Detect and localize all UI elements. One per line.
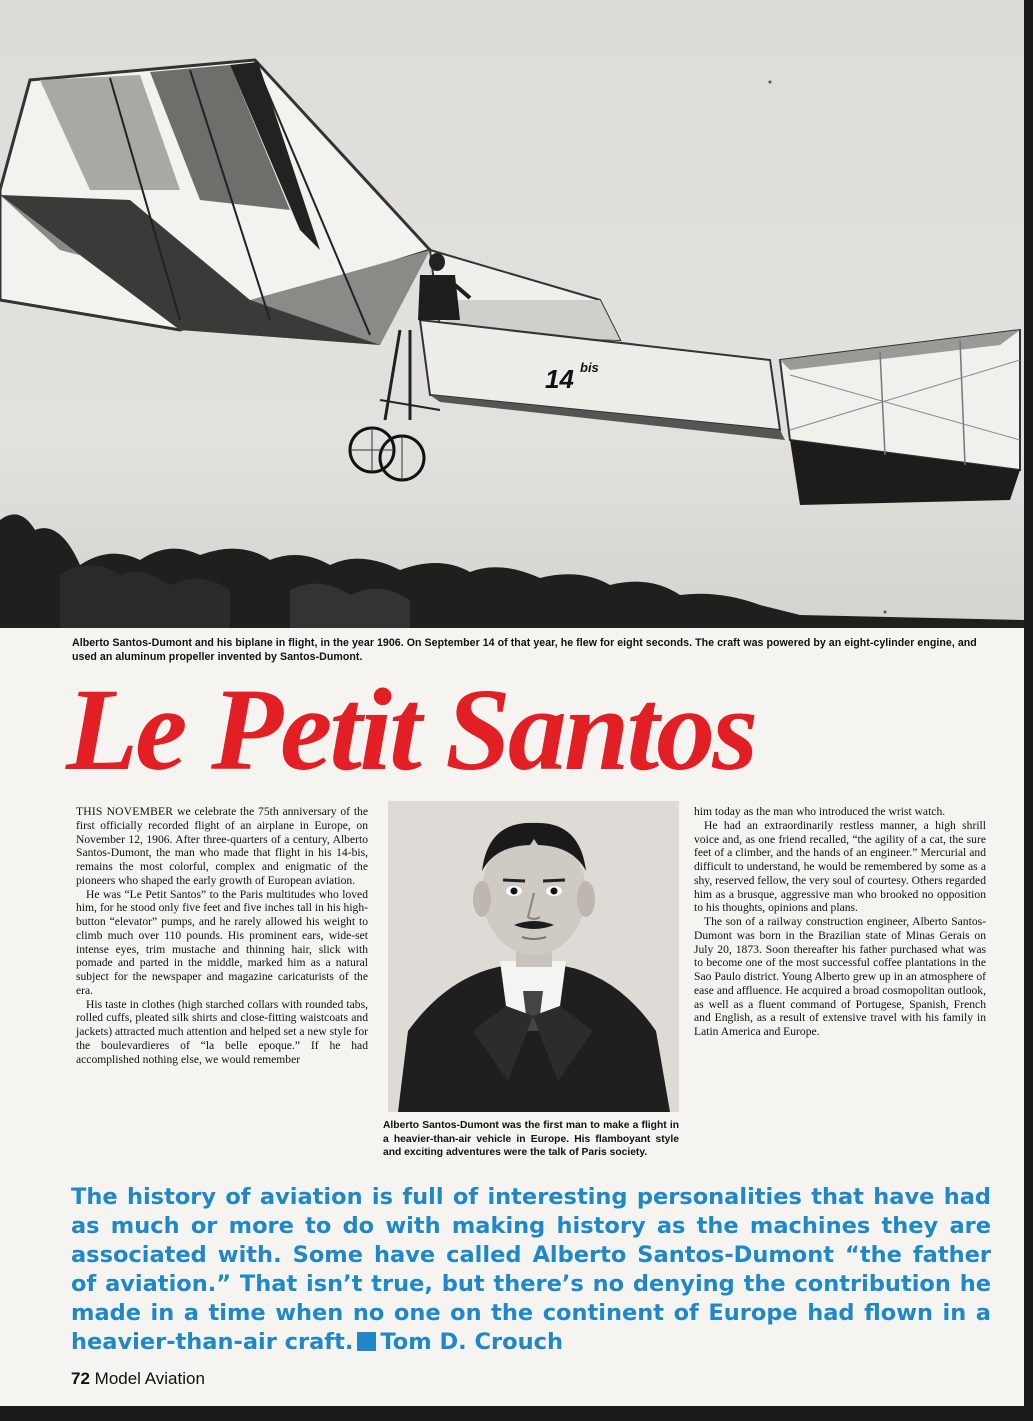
paragraph-1 [76,805,368,888]
paragraph-4: him today as the man who introduced the wrist watch. [694,805,946,818]
page-number: 72 [71,1369,90,1388]
portrait-caption: Alberto Santos-Dumont was the first man to make a flight in a heavier-than-air vehicle in Europe. His flamboyant style and exciting adventures were the talk of Paris society. [383,1120,679,1158]
headline: Le Petit Santos [66,664,756,795]
paragraph-2: He was “Le Petit Santos” to the Paris multitudes who loved him, for he stood only five feet and five inches tall in his high-button “elevator” pumps, and he rarely allowed his weight to climb much over 110 pounds. His prominent ears, wide-set intense eyes, trim mustache and thinning hair, slick with pomade and parted in the middle, marked him as a natural subject for the newspaper and magazine caricaturists of the era. [76,887,368,997]
author-byline: Tom D. Crouch [380,1329,563,1355]
portrait-illustration [388,801,679,1112]
paragraph-5: He had an extraordinarily restless manner, a high shrill voice and, as one friend recalled, “the agility of a cat, the sure feet of a climber, and the hands of an engineer.” Mercurial and difficult to understand, he would be remembered by some as a shy, reserved fellow, the very soul of courtesy. Others regarded him as a brusque, aggressive man who brooked no opposition to his thoughts, opinions and plans. [694,818,986,915]
biplane-14bis-illustration [0,0,1024,628]
pull-quote-text: The history of aviation is full of interesting personalities that have had as much or more to do with making history as the machines they are associated with. Some have called Alberto Santos-Dumont “the father of aviation.” That isn’t true, but there’s no denying the contribution he made in a time when no one on the continent of Europe had flown in a heavier-than-air craft. [71,1184,991,1355]
publication-name: Model Aviation [94,1369,205,1388]
hero-caption: Alberto Santos-Dumont and his biplane in flight, in the year 1906. On September 14 of that year, he flew for eight seconds. The craft was powered by an eight-cylinder engine, and used an aluminum propeller invented by Santos-Dumont. [72,637,977,663]
hero-photo [0,0,1024,628]
end-mark-square [357,1332,376,1351]
page-footer [71,1369,205,1389]
pull-quote [71,1183,991,1357]
plane-marking-superscript: bis [580,360,599,375]
paragraph-1-text: we celebrate the 75th anniversary of the first officially recorded flight of an airplane in Europe, on November 12, 1906. After three-quarters of a century, Alberto Santos-Dumont, the man who made that flight in his 14-bis, remains the most colorful, complex and enigmatic of the pioneers who shaped the early growth of European aviation. [76,805,369,887]
article-column-left [76,805,368,1066]
paragraph-3: His taste in clothes (high starched collars with rounded tabs, rolled cuffs, pleated silk shirts and close-fitting waistcoats and jackets) attracted much attention and helped set a new style for the boulevardieres of “la belle epoque.” If he had accomplished nothing else, we would remember [76,997,368,1066]
article-column-right [694,805,986,1039]
plane-marking: 14 [545,364,574,394]
paragraph-6: The son of a railway construction engineer, Alberto Santos-Dumont was born in the Brazilian state of Minas Gerais on July 20, 1873. Soon thereafter his father purchased what was to become one of the most successful coffee plantations in the Sao Paulo district. Young Alberto grew up in an atmosphere of ease and affluence. He acquired a broad cosmopolitan outlook, as well as a fluent command of Portugese, Spanish, French and English, as a result of extensive travel with his family in Latin America and Europe. [694,915,986,1038]
portrait-photo [388,801,679,1112]
lead-in: THIS NOVEMBER [76,805,174,818]
